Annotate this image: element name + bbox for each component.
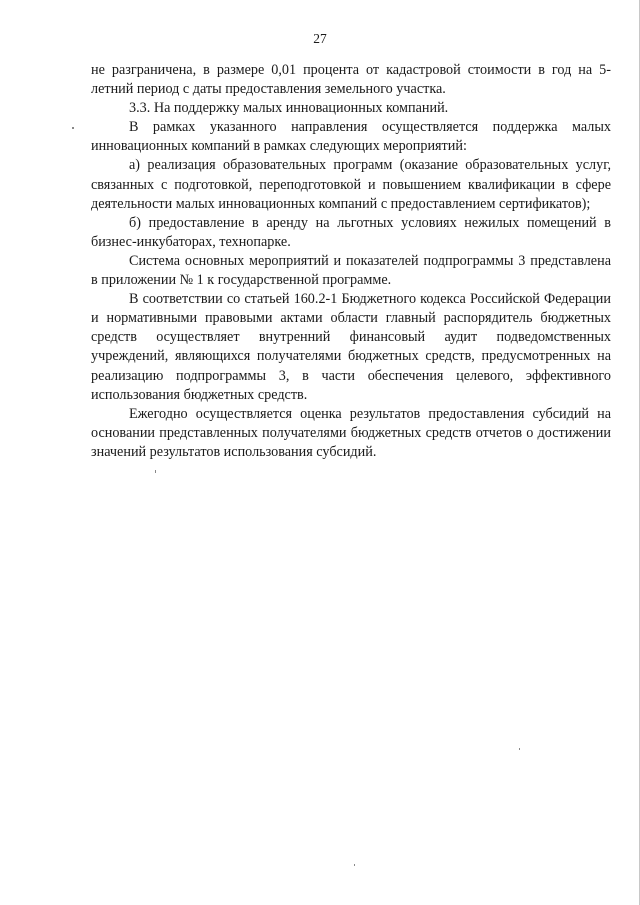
document-body <box>91 61 611 462</box>
paragraph-budget-audit: В соответствии со статьей 160.2-1 Бюджетного кодекса Российской Федерации и нормативными правовыми актами области главный распорядитель бюджетных средств осуществляет внутренний финансовый аудит подведомственных учреждений, являющихся получателями бюджетных средств, предусмотренных на реализацию подпрограммы 3, в части обеспечения целевого, эффективного использования бюджетных средств. <box>91 291 611 403</box>
paragraph-annual-evaluation: Ежегодно осуществляется оценка результатов предоставления субсидий на основании представленных получателями бюджетных средств отчетов о достижении значений результатов использования субсидий. <box>91 405 611 460</box>
paragraph-support-intro: В рамках указанного направления осуществляется поддержка малых инновационных компаний в рамках следующих мероприятий: <box>91 119 611 155</box>
paragraph-land-continuation: не разграничена, в размере 0,01 процента от кадастровой стоимости в год на 5-летний период с даты предоставления земельного участка. <box>91 62 611 98</box>
paragraph-system-measures: Система основных мероприятий и показателей подпрограммы 3 представлена в приложении № 1 к государственной программе. <box>91 252 611 289</box>
section-heading-3-3: 3.3. На поддержку малых инновационных компаний. <box>129 100 449 117</box>
scan-speck <box>72 127 74 129</box>
page-number: 27 <box>313 31 327 46</box>
list-item-a: а) реализация образовательных программ (оказание образовательных услуг, связанных с подготовкой, переподготовкой и повышением квалификации в сфере деятельности малых инновационных компаний с предоставлением сертификатов); <box>91 157 611 212</box>
scan-speck <box>354 864 355 866</box>
scan-speck <box>519 748 520 750</box>
scan-speck <box>155 470 156 473</box>
list-item-b: б) предоставление в аренду на льготных условиях нежилых помещений в бизнес-инкубаторах, технопарке. <box>91 214 611 250</box>
